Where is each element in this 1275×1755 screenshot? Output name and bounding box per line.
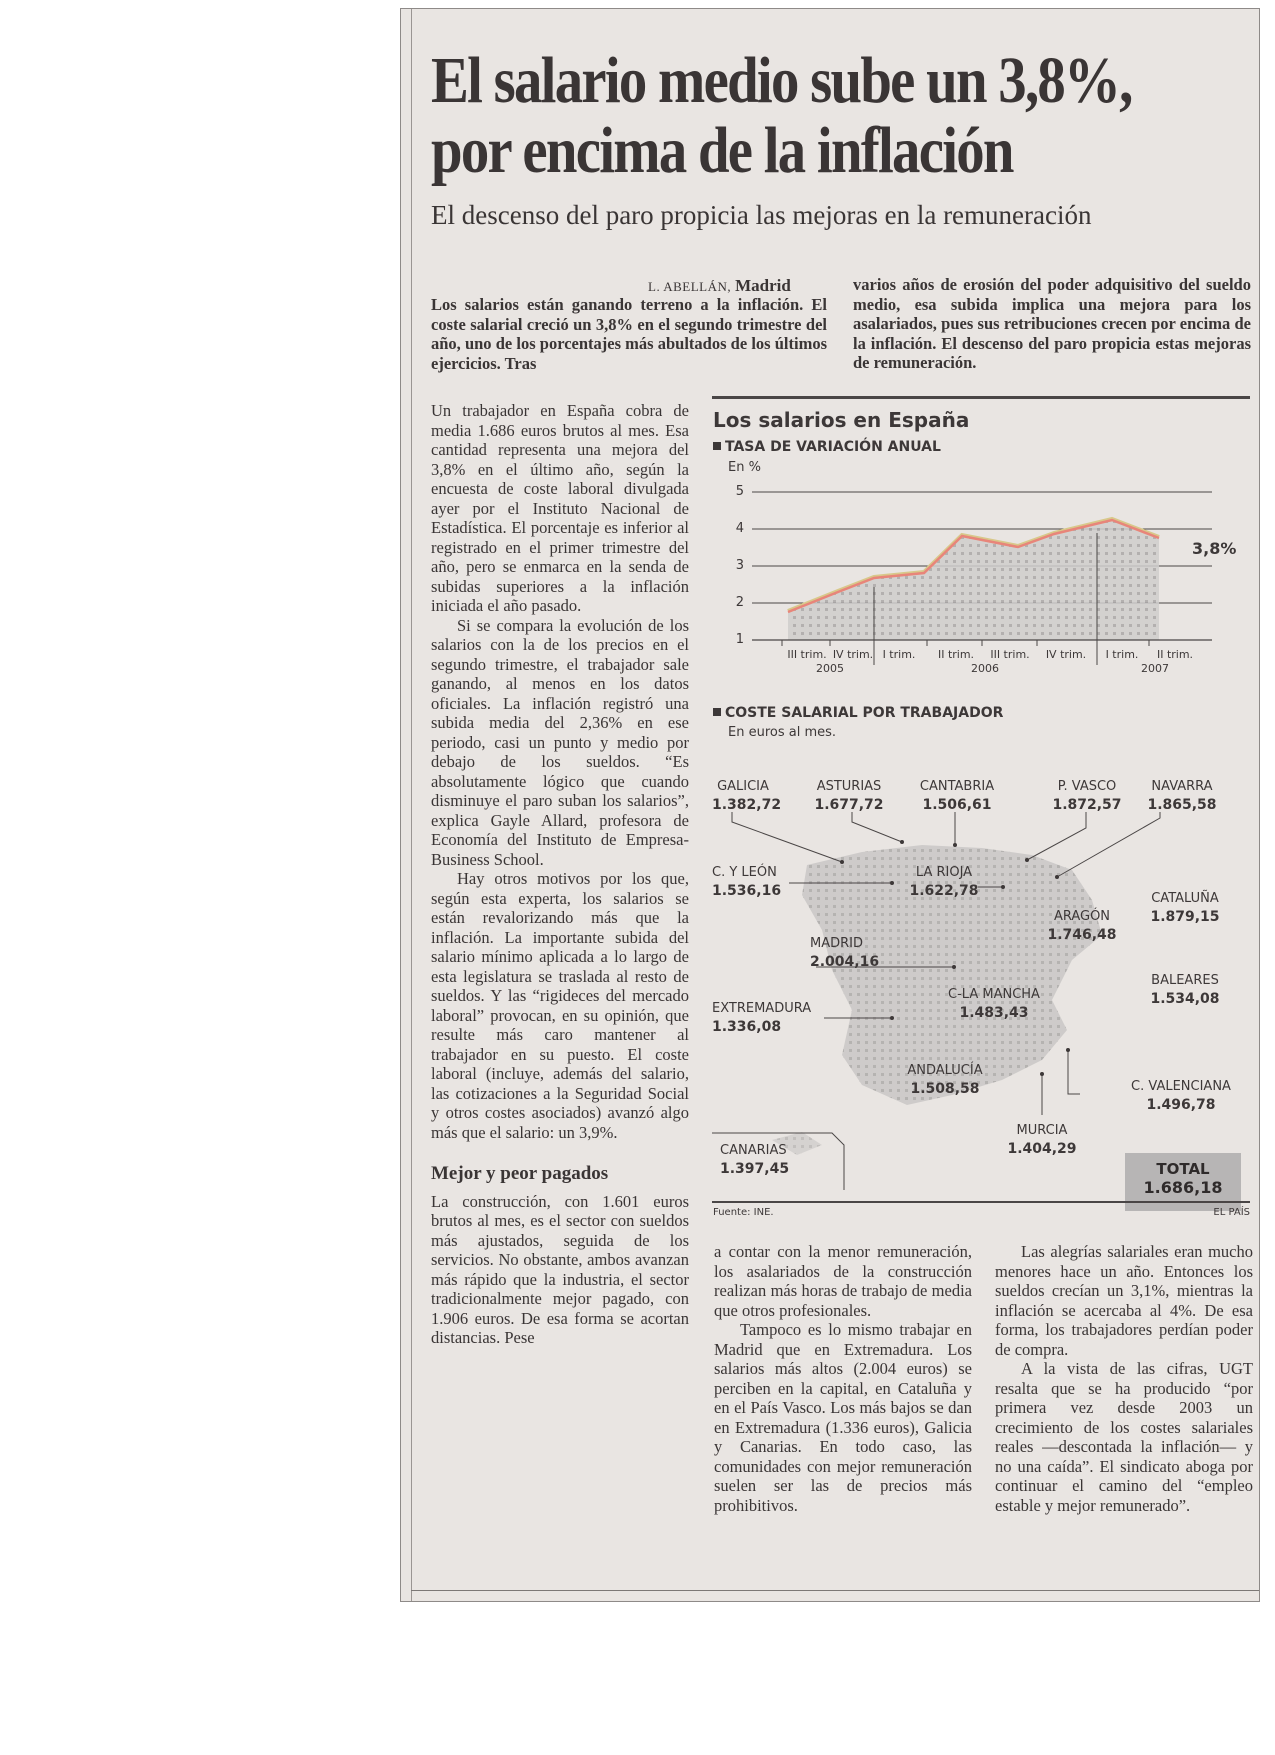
y-tick: 2 xyxy=(735,595,744,610)
section-heading-text: COSTE SALARIAL POR TRABAJADOR xyxy=(725,705,1004,721)
region-pais-vasco: P. VASCO 1.872,57 xyxy=(1052,779,1122,813)
region-cataluna: CATALUÑA 1.879,15 xyxy=(1150,891,1220,925)
graphic-title: Los salarios en España xyxy=(713,408,970,432)
region-castilla-la-mancha: C-LA MANCHA 1.483,43 xyxy=(948,987,1040,1021)
salary-infographic xyxy=(712,395,1250,1225)
y-tick: 5 xyxy=(735,484,744,499)
headline-line-2: por encima de la inflación xyxy=(431,114,1013,187)
graphic-top-rule xyxy=(712,396,1250,399)
chart-unit-label: En % xyxy=(728,460,761,475)
body-column-1 xyxy=(431,401,689,1348)
chart-plot-area xyxy=(712,455,1250,675)
region-la-rioja: LA RIOJA 1.622,78 xyxy=(909,865,979,899)
region-madrid: MADRID 2.004,16 xyxy=(810,936,880,970)
region-extremadura: EXTREMADURA 1.336,08 xyxy=(712,1001,812,1035)
region-andalucia: ANDALUCÍA 1.508,58 xyxy=(907,1063,983,1097)
region-asturias: ASTURIAS 1.677,72 xyxy=(814,779,884,813)
last-value-label: 3,8% xyxy=(1192,539,1237,558)
byline-place: Madrid xyxy=(735,276,791,295)
byline-author: L. ABELLÁN, xyxy=(648,279,732,294)
region-aragon: ARAGÓN 1.746,48 xyxy=(1047,909,1117,943)
byline xyxy=(648,276,791,296)
region-navarra: NAVARRA 1.865,58 xyxy=(1147,779,1217,813)
body-column-3 xyxy=(995,1242,1253,1515)
region-murcia: MURCIA 1.404,29 xyxy=(1007,1123,1077,1157)
source-note: Fuente: INE. xyxy=(713,1207,774,1218)
map-unit-label: En euros al mes. xyxy=(728,725,837,740)
section-heading-variation xyxy=(713,439,941,455)
square-bullet-icon xyxy=(713,708,721,716)
variation-line-chart xyxy=(712,455,1250,675)
body-paragraph: A la vista de las cifras, UGT resalta que se ha producido “por primera vez desde 2003 un crecimiento de los costes salariales reales —descontada la inflación— y no una caída”. El sindicato aboga por continuar el camino del “empleo estable y mejor remunerado”. xyxy=(995,1359,1253,1515)
body-paragraph: Un trabajador en España cobra de media 1.686 euros brutos al mes. Esa cantidad representa una mejora del 3,8% en el último año, según la encuesta de coste laboral divulgada ayer por el Instituto Nacional de Estadística. El porcentaje es inferior al registrado en el primer trimestre del año, pero se enmarca en la senda de subidas superiores a la inflación iniciada el año pasado. xyxy=(431,401,689,615)
year-label: 2006 xyxy=(971,662,999,675)
spain-region-map xyxy=(712,760,1250,1190)
x-tick: I trim. xyxy=(882,648,916,661)
total-label: TOTAL xyxy=(1156,1160,1210,1178)
total-value: 1.686,18 xyxy=(1143,1178,1223,1197)
region-baleares: BALEARES 1.534,08 xyxy=(1150,973,1220,1007)
x-tick: IV trim. xyxy=(1045,648,1087,661)
y-tick: 3 xyxy=(735,558,744,573)
square-bullet-icon xyxy=(713,442,721,450)
region-c-valenciana: C. VALENCIANA 1.496,78 xyxy=(1131,1079,1231,1113)
y-tick: 1 xyxy=(735,632,744,647)
body-paragraph: Si se compara la evolución de los salarios con la de los precios en el segundo trimestre, el trabajador sale ganando, al menos en los datos oficiales. La inflación registró una subida media del 2,36% en ese periodo, casi un punto y medio por debajo de los sueldos. “Es absolutamente lógico que cuando disminuye el paro suban los salarios”, explica Gayle Allard, profesora de Economía del Instituto de Empresa-Business School. xyxy=(431,615,689,869)
body-paragraph: Tampoco es lo mismo trabajar en Madrid que en Extremadura. Los salarios más altos (2.004 euros) se perciben en la capital, en Cataluña y en el País Vasco. Los más bajos se dan en Extremadura (1.336 euros), Galicia y Canarias. En todo caso, las comunidades con mejor remuneración suelen ser las de precios más prohibitivos. xyxy=(714,1320,972,1515)
x-tick: II trim. xyxy=(937,648,975,661)
credit-note: EL PAÍS xyxy=(1213,1207,1250,1218)
bottom-rule xyxy=(411,1590,1259,1591)
body-paragraph: Las alegrías salariales eran mucho menores hace un año. Entonces los sueldos crecían un 3,1%, mientras la inflación se acercaba al 4%. De esa forma, los trabajadores perdían poder de compra. xyxy=(995,1242,1253,1359)
body-paragraph: Hay otros motivos por los que, según esta experta, los salarios se están revalorizando más que la inflación. La importante subida del salario mínimo aplicada a lo largo de esta legislatura se traslada al resto de sueldos. Y las “rigideces del mercado laboral” provocan, en su opinión, que resulte más caro mantener al trabajador en su puesto. El coste laboral (incluye, además del salario, las cotizaciones a la Seguridad Social y otros costes asociados) avanzó algo más que el salario: un 3,9%. xyxy=(431,869,689,1142)
year-label: 2007 xyxy=(1141,662,1169,675)
section-title: Mejor y peor pagados xyxy=(431,1163,609,1184)
subheadline: El descenso del paro propicia las mejoras en la remuneración xyxy=(431,200,1092,230)
lead-paragraph-2: varios años de erosión del poder adquisitivo del sueldo medio, esa subida implica una mejora para los asalariados, pues sus retribuciones crecen por encima de la inflación. El descenso del paro propicia estas mejoras de remuneración. xyxy=(853,275,1251,372)
body-paragraph: La construcción, con 1.601 euros brutos al mes, es el sector con sueldos más ajustados, seguida de los servicios. No obstante, ambos avanzan más rápido que la industria, el sector tradicionalmente mejor pagado, con 1.906 euros. De esa forma se acortan distancias. Pese xyxy=(431,1191,689,1347)
headline-line-1: El salario medio sube un 3,8%, xyxy=(431,44,1132,117)
region-canarias: CANARIAS 1.397,45 xyxy=(720,1143,790,1177)
x-tick: II trim. xyxy=(1156,648,1194,661)
y-tick: 4 xyxy=(735,521,744,536)
year-label: 2005 xyxy=(816,662,844,675)
x-tick: III trim. xyxy=(990,648,1030,661)
lead-paragraph-1: Los salarios están ganando terreno a la inflación. El coste salarial creció un 3,8% en el segundo trimestre del año, uno de los porcentajes más abultados de los últimos ejercicios. Tras xyxy=(431,295,827,373)
body-column-2 xyxy=(714,1242,972,1515)
section-heading-text: TASA DE VARIACIÓN ANUAL xyxy=(725,439,941,455)
section-heading-cost xyxy=(713,705,1003,721)
x-tick: IV trim. xyxy=(832,648,874,661)
region-castilla-leon: C. Y LEÓN 1.536,16 xyxy=(712,865,782,899)
x-tick: III trim. xyxy=(787,648,827,661)
region-galicia: GALICIA 1.382,72 xyxy=(712,779,782,813)
body-paragraph: a contar con la menor remuneración, los asalariados de la construcción realizan más horas de trabajo de media que otros profesionales. xyxy=(714,1242,972,1320)
graphic-bottom-rule xyxy=(712,1201,1250,1203)
region-cantabria: CANTABRIA 1.506,61 xyxy=(919,779,995,813)
headline xyxy=(431,46,1136,186)
x-tick: I trim. xyxy=(1105,648,1139,661)
